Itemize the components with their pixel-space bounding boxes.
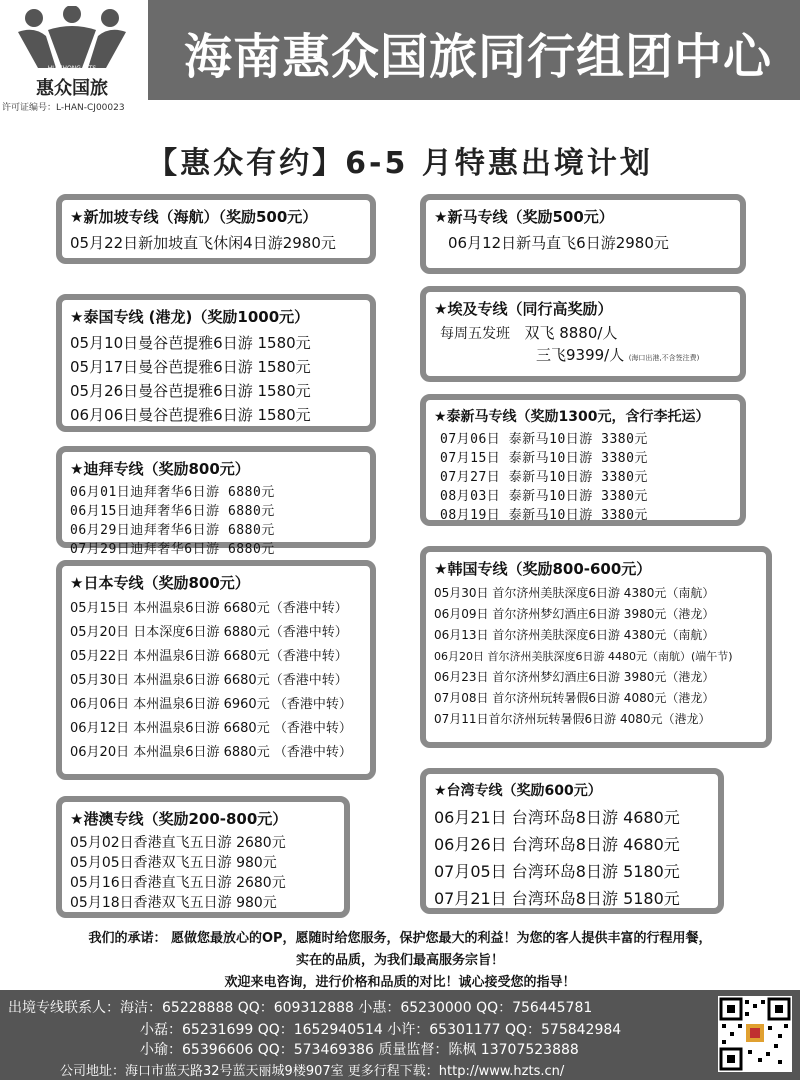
logo-text: 惠众国旅 bbox=[36, 78, 108, 99]
list-item: 07月15日 泰新马10日游 3380元 bbox=[440, 451, 648, 466]
page-title: 海南惠众国旅同行组团中心 bbox=[183, 29, 772, 85]
list-item: 06月21日 台湾环岛8日游 4680元 bbox=[434, 808, 680, 827]
license-number: 许可证编号：L-HAN-CJ00023 bbox=[2, 103, 125, 113]
logo-people-icon bbox=[16, 6, 128, 72]
box-header: ★日本专线（奖励800元） bbox=[70, 574, 250, 592]
list-item: 06月06日曼谷芭提雅6日游 1580元 bbox=[70, 406, 311, 424]
box-header: ★泰新马专线（奖励1300元，含行李托运） bbox=[434, 409, 710, 425]
list-item: 05月22日新加坡直飞休闲4日游2980元 bbox=[70, 234, 336, 252]
box-sg-my bbox=[420, 194, 746, 274]
list-item bbox=[434, 323, 730, 345]
box-th-sg-my bbox=[420, 394, 746, 526]
svg-text:HUIZHONG CITS: HUIZHONG CITS bbox=[47, 65, 97, 72]
list-item: 05月05日香港双飞五日游 980元 bbox=[70, 855, 277, 871]
egypt-price-2: 三飞9399/人 bbox=[536, 346, 625, 364]
egypt-schedule: 每周五发班 bbox=[440, 326, 510, 342]
box-hkmacau bbox=[56, 796, 350, 918]
list-item: 07月11日首尔济州玩转暑假6日游 4080元（港龙） bbox=[434, 712, 711, 726]
list-item: 07月05日 台湾环岛8日游 5180元 bbox=[434, 862, 680, 881]
promise bbox=[0, 928, 800, 994]
box-header: ★新马专线（奖励500元） bbox=[434, 208, 614, 226]
box-header: ★台湾专线（奖励600元） bbox=[434, 783, 602, 799]
list-item: 05月30日 首尔济州美肤深度6日游 4380元（南航） bbox=[434, 586, 715, 600]
list-item: 06月09日 首尔济州梦幻酒庄6日游 3980元（港龙） bbox=[434, 607, 715, 621]
footer-contacts-3: 小瑜：65396606 QQ：573469386 质量监督：陈枫 13707523888 bbox=[140, 1042, 579, 1058]
list-item: 05月15日 本州温泉6日游 6680元（香港中转） bbox=[70, 601, 348, 616]
box-header: ★韩国专线（奖励800-600元） bbox=[434, 560, 652, 578]
list-item: 08月19日 泰新马10日游 3380元 bbox=[440, 508, 648, 523]
list-item: 07月29日迪拜奢华6日游 6880元 bbox=[70, 542, 275, 557]
list-item: 08月03日 泰新马10日游 3380元 bbox=[440, 489, 648, 504]
list-item: 06月12日 本州温泉6日游 6680元 （香港中转） bbox=[70, 721, 352, 736]
box-header: ★埃及专线（同行高奖励） bbox=[434, 300, 613, 318]
box-taiwan bbox=[420, 768, 724, 914]
promise-line-3: 欢迎来电咨询，进行价格和品质的对比！诚心接受您的指导！ bbox=[224, 975, 576, 990]
list-item: 07月27日 泰新马10日游 3380元 bbox=[440, 470, 648, 485]
list-item: 05月26日曼谷芭提雅6日游 1580元 bbox=[70, 382, 311, 400]
list-item: 07月21日 台湾环岛8日游 5180元 bbox=[434, 889, 680, 908]
box-dubai bbox=[56, 446, 376, 557]
promise-line-2: 实在的品质，为我们最高服务宗旨！ bbox=[295, 953, 504, 968]
title-bar bbox=[148, 0, 800, 100]
list-item: 07月06日 泰新马10日游 3380元 bbox=[440, 432, 648, 447]
list-item: 06月15日迪拜奢华6日游 6880元 bbox=[70, 504, 275, 519]
list-item: 05月22日 本州温泉6日游 6680元（香港中转） bbox=[70, 649, 348, 664]
qr-code-icon bbox=[718, 996, 792, 1072]
header bbox=[0, 0, 800, 113]
footer-contacts-2: 小磊：65231699 QQ：1652940514 小许：65301177 QQ：575842984 bbox=[140, 1022, 622, 1038]
list-item: 06月06日 本州温泉6日游 6960元 （香港中转） bbox=[70, 697, 352, 712]
subtitle: 【惠众有约】6-5 月特惠出境计划 bbox=[147, 146, 653, 181]
list-item: 06月20日 本州温泉6日游 6880元 （香港中转） bbox=[70, 745, 352, 760]
list-item: 05月18日香港双飞五日游 980元 bbox=[70, 895, 277, 911]
list-item: 05月10日曼谷芭提雅6日游 1580元 bbox=[70, 334, 311, 352]
list-item: 05月20日 日本深度6日游 6880元（香港中转） bbox=[70, 625, 348, 640]
footer-address: 公司地址：海口市蓝天路32号蓝天丽城9楼907室 更多行程下载：http://www.hzts.cn/ bbox=[60, 1064, 565, 1079]
list-item: 06月23日 首尔济州梦幻酒庄6日游 3980元（港龙） bbox=[434, 670, 715, 684]
box-header: ★泰国专线 (港龙)（奖励1000元） bbox=[70, 308, 310, 326]
footer-contacts-1: 出境专线联系人：海洁：65228888 QQ：609312888 小惠：65230000 QQ：756445781 bbox=[8, 1000, 593, 1016]
list-item: 06月29日迪拜奢华6日游 6880元 bbox=[70, 523, 275, 538]
list-item: 05月30日 本州温泉6日游 6680元（香港中转） bbox=[70, 673, 348, 688]
logo bbox=[0, 0, 140, 112]
list-item: 05月17日曼谷芭提雅6日游 1580元 bbox=[70, 358, 311, 376]
list-item: 06月26日 台湾环岛8日游 4680元 bbox=[434, 835, 680, 854]
egypt-note: (海口出港,不含签注费) bbox=[628, 354, 700, 362]
list-item bbox=[434, 345, 730, 369]
box-header: ★迪拜专线（奖励800元） bbox=[70, 460, 250, 478]
box-singapore bbox=[56, 194, 376, 264]
promise-line-1: 我们的承诺： 愿做您最放心的OP，愿随时给您服务，保护您最大的利益！为您的客人提供丰富的行程用餐， bbox=[88, 931, 712, 946]
box-header: ★港澳专线（奖励200-800元） bbox=[70, 810, 288, 828]
list-item: 05月16日香港直飞五日游 2680元 bbox=[70, 875, 286, 891]
list-item: 07月08日 首尔济州玩转暑假6日游 4080元（港龙） bbox=[434, 691, 715, 705]
box-thailand bbox=[56, 294, 376, 432]
egypt-price-1: 双飞 8880/人 bbox=[524, 324, 618, 342]
list-item: 06月01日迪拜奢华6日游 6880元 bbox=[70, 485, 275, 500]
box-egypt bbox=[420, 286, 746, 382]
list-item: 05月02日香港直飞五日游 2680元 bbox=[70, 835, 286, 851]
box-korea bbox=[420, 546, 772, 748]
footer bbox=[0, 990, 800, 1080]
box-header: ★新加坡专线（海航）（奖励500元） bbox=[70, 208, 318, 226]
list-item: 06月12日新马直飞6日游2980元 bbox=[448, 234, 669, 252]
box-japan bbox=[56, 560, 376, 780]
list-item: 06月13日 首尔济州美肤深度6日游 4380元（南航） bbox=[434, 628, 715, 642]
list-item: 06月20日 首尔济州美肤深度6日游 4480元（南航）(端午节) bbox=[434, 650, 733, 663]
